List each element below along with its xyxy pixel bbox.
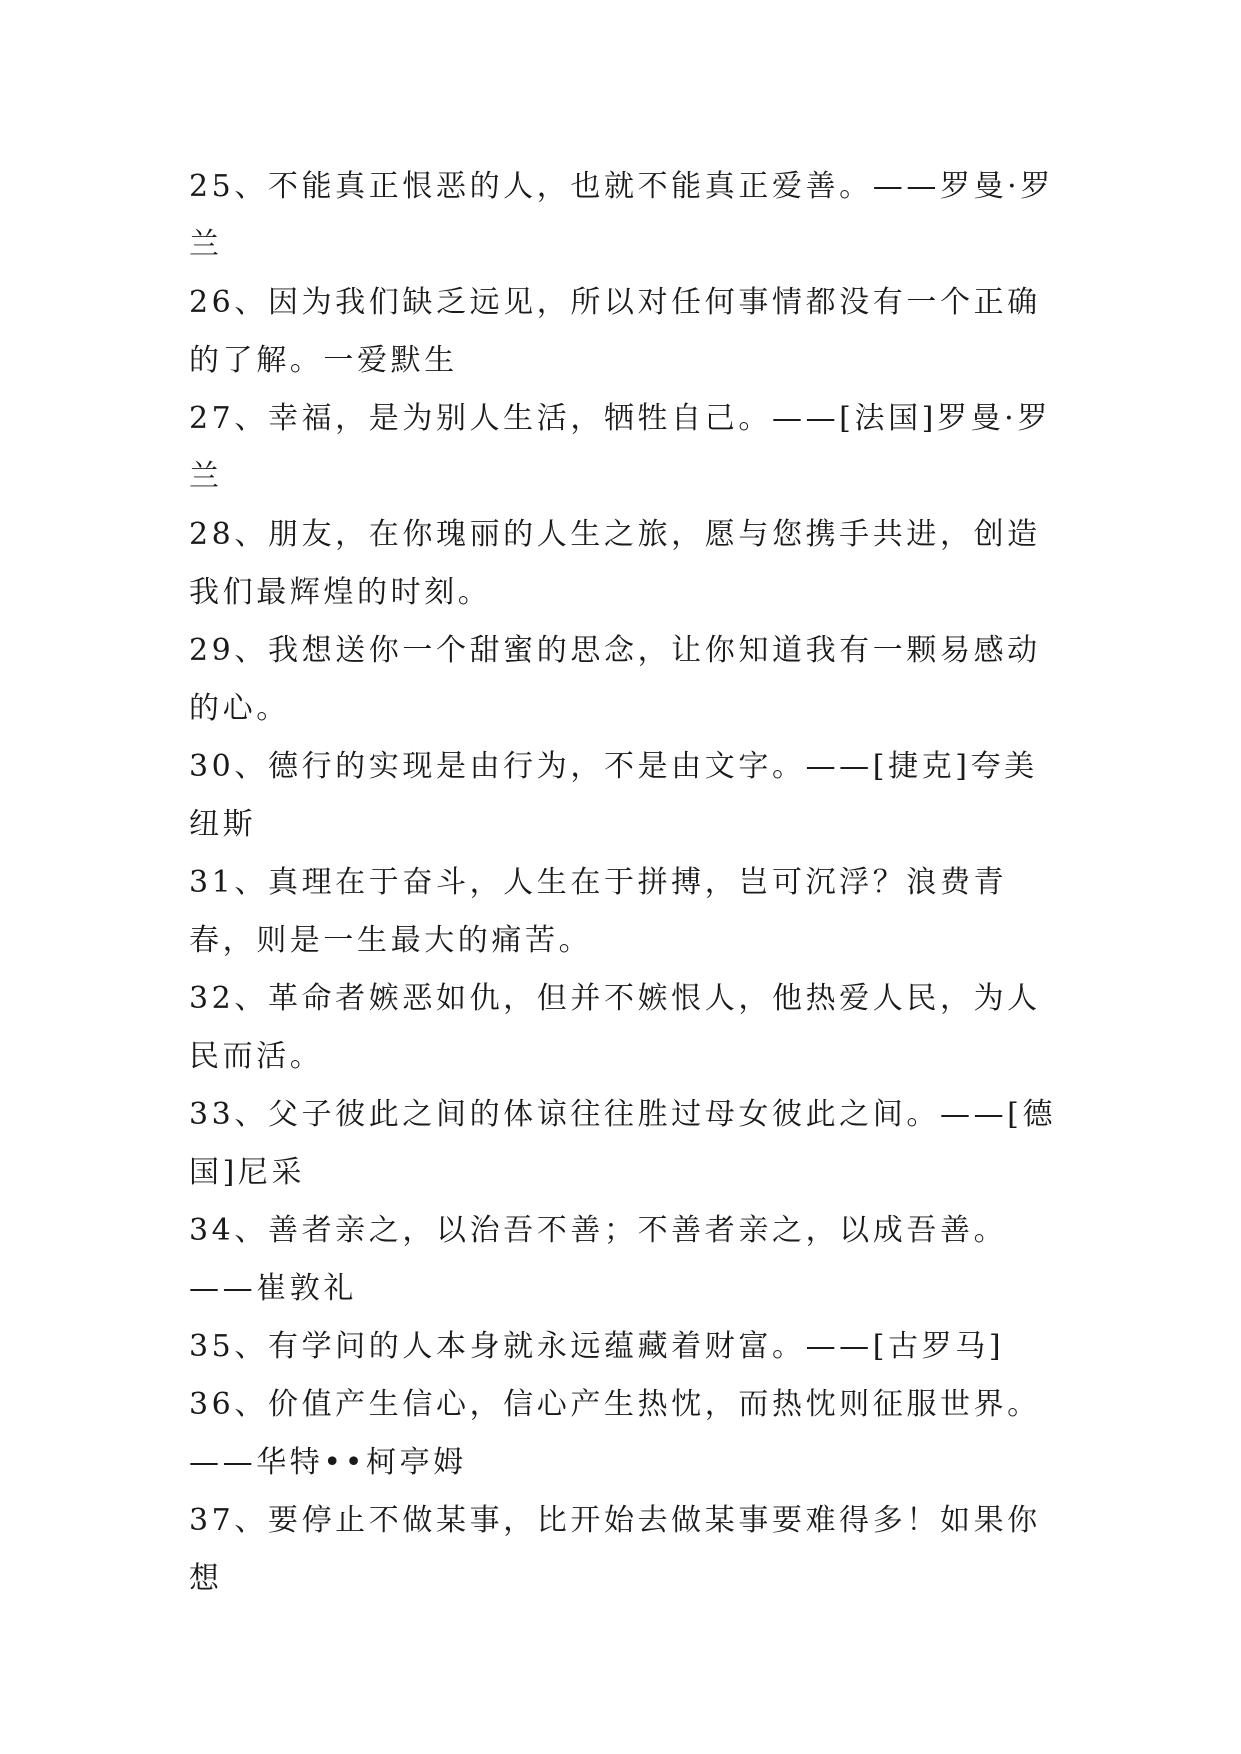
quote-27: 27、幸福，是为别人生活，牺牲自己。——[法国]罗曼·罗兰 xyxy=(189,401,1051,494)
quote-36: 36、价值产生信心，信心产生热忱，而热忱则征服世界。——华特••柯亭姆 xyxy=(189,1387,1041,1480)
quote-34: 34、善者亲之，以治吾不善；不善者亲之，以成吾善。——崔敦礼 xyxy=(189,1213,1008,1306)
quote-26: 26、因为我们缺乏远见，所以对任何事情都没有一个正确的了解。一爱默生 xyxy=(189,285,1041,378)
quote-33: 33、父子彼此之间的体谅往往胜过母女彼此之间。——[德国]尼采 xyxy=(189,1097,1057,1190)
quote-37: 37、要停止不做某事，比开始去做某事要难得多！如果你想 xyxy=(189,1503,1041,1596)
quote-35: 35、有学问的人本身就永远蕴藏着财富。——[古罗马] xyxy=(189,1329,1005,1364)
quote-28: 28、朋友，在你瑰丽的人生之旅，愿与您携手共进，创造我们最辉煌的时刻。 xyxy=(189,517,1041,610)
quote-32: 32、革命者嫉恶如仇，但并不嫉恨人，他热爱人民，为人民而活。 xyxy=(189,981,1041,1074)
document-page xyxy=(189,158,1059,1608)
quote-31: 31、真理在于奋斗，人生在于拼搏，岂可沉浮？浪费青春，则是一生最大的痛苦。 xyxy=(189,865,1008,958)
quote-29: 29、我想送你一个甜蜜的思念，让你知道我有一颗易感动的心。 xyxy=(189,633,1041,726)
quote-30: 30、德行的实现是由行为，不是由文字。——[捷克]夸美纽斯 xyxy=(189,749,1038,842)
quote-25: 25、不能真正恨恶的人，也就不能真正爱善。——罗曼·罗兰 xyxy=(189,169,1054,262)
